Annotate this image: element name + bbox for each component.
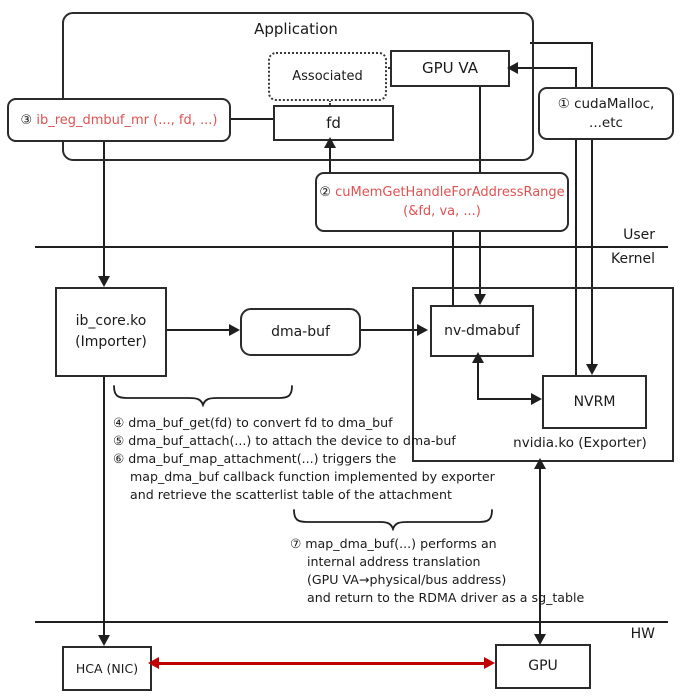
note-step-6-cont1: map_dma_buf callback function implemented by exporter <box>130 469 495 484</box>
note-step-5: ⑤ dma_buf_attach(...) to attach the device to dma-buf <box>113 433 456 448</box>
associated-box <box>268 52 387 101</box>
ib-core-box <box>55 287 167 377</box>
ib-core-name: ib_core.ko <box>75 313 147 329</box>
importer-steps-notes <box>113 414 495 504</box>
nvrm-box <box>542 375 647 429</box>
note-step-7-cont3: and return to the RDMA driver as a sg_table <box>307 590 585 605</box>
note-step-4: ④ dma_buf_get(fd) to convert fd to dma_buf <box>113 415 393 430</box>
hca-label: HCA (NIC) <box>75 661 139 676</box>
dma-buf-label: dma-buf <box>271 323 330 340</box>
fd-box <box>273 105 394 141</box>
gpu-va-box <box>390 50 510 87</box>
cumem-name: cuMemGetHandleForAddressRange <box>335 185 565 200</box>
gpu-box <box>495 644 591 689</box>
arrow-into-nvrm-top <box>586 364 598 375</box>
exporter-steps-brace <box>293 509 493 531</box>
line-app-call-horizontal <box>530 42 593 44</box>
hw-boundary-label: HW <box>630 626 655 642</box>
arrow-into-hca <box>98 635 110 646</box>
nvidia-ko-label: nvidia.ko (Exporter) <box>513 435 647 451</box>
user-kernel-boundary-line <box>35 246 668 248</box>
note-step-7-cont2: (GPU VA→physical/bus address) <box>307 572 507 587</box>
ib-reg-step-number: ③ <box>20 112 33 128</box>
arrow-into-nvdmabuf-top <box>474 294 486 305</box>
exporter-steps-notes <box>290 535 584 607</box>
user-boundary-label: User <box>623 227 655 243</box>
fd-label: fd <box>326 113 341 132</box>
note-step-6-cont2: and retrieve the scatterlist table of the attachment <box>130 487 452 502</box>
nv-dmabuf-label: nv-dmabuf <box>444 322 520 339</box>
cuda-malloc-label: ① cudaMalloc, ...etc <box>557 95 655 131</box>
arrow-into-nvrm-left <box>531 393 542 405</box>
importer-steps-brace <box>113 385 293 407</box>
ib-reg-label: ib_reg_dmbuf_mr (..., fd, ...) <box>36 112 218 128</box>
gpu-va-label: GPU VA <box>422 59 478 77</box>
line-ibcore-to-dmabuf <box>163 329 231 331</box>
cumem-get-handle-box <box>315 172 569 232</box>
associated-label: Associated <box>292 69 363 84</box>
arrow-into-nvdmabuf-left <box>417 324 428 336</box>
arrow-into-gpu-left <box>484 657 495 669</box>
arrow-into-gpuva <box>507 62 518 74</box>
cumem-line1 <box>319 183 564 202</box>
application-title: Application <box>254 20 338 38</box>
arrow-into-ibcore <box>98 276 110 287</box>
arrow-into-nvidia-bottom <box>534 458 546 469</box>
kernel-hw-boundary-line <box>35 621 668 623</box>
gpu-label: GPU <box>528 658 558 674</box>
ib-reg-dmbuf-mr-box <box>7 98 231 142</box>
nv-dmabuf-box <box>430 305 534 357</box>
nvrm-label: NVRM <box>573 393 616 410</box>
note-step-7-cont1: internal address translation <box>307 554 481 569</box>
hca-box <box>62 646 152 691</box>
kernel-boundary-label: Kernel <box>611 251 655 267</box>
note-step-7: ⑦ map_dma_buf(...) performs an <box>290 536 497 551</box>
line-dmabuf-to-nvdmabuf <box>357 329 419 331</box>
dma-buf-box <box>240 308 361 356</box>
ib-core-role: (Importer) <box>75 334 147 350</box>
arrow-into-fd <box>324 137 336 148</box>
arrow-into-hca-right <box>148 657 159 669</box>
arrow-into-nvdmabuf-bottom <box>472 352 484 363</box>
line-hca-gpu-red <box>156 662 488 665</box>
cumem-step-number: ② <box>319 185 331 200</box>
line-ibcore-to-hca <box>103 373 105 636</box>
arrow-into-gpu-top <box>534 634 546 645</box>
arrow-into-dmabuf <box>229 324 240 336</box>
cuda-malloc-box <box>538 87 674 140</box>
note-step-6: ⑥ dma_buf_map_attachment(...) triggers the <box>113 451 397 466</box>
cumem-args: (&fd, va, ...) <box>403 204 481 219</box>
